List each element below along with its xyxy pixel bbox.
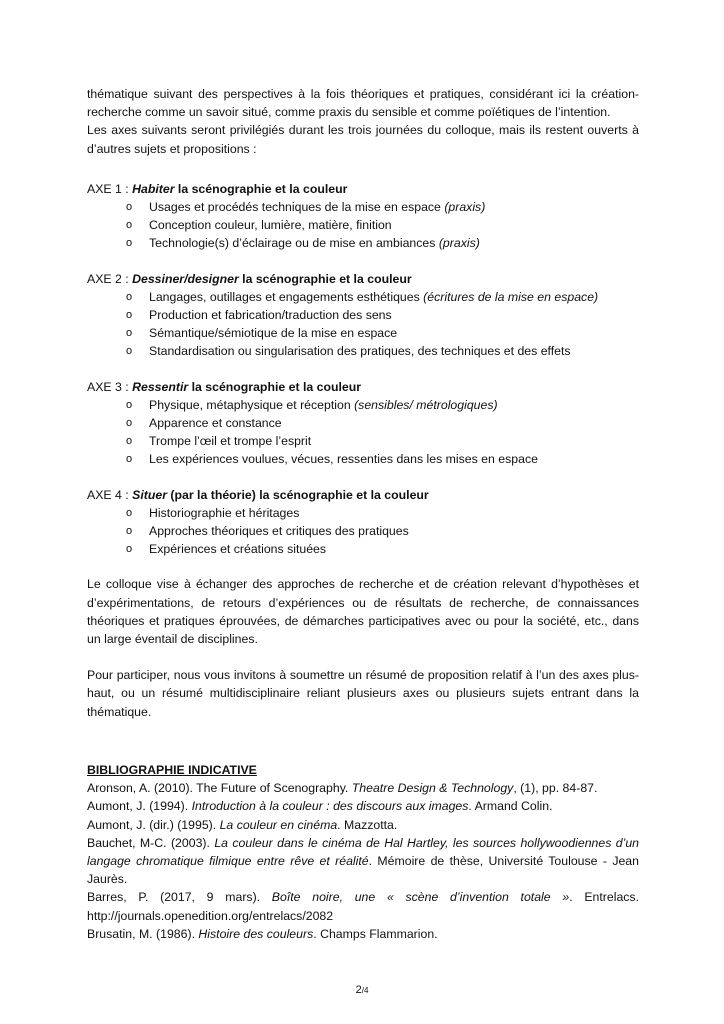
- bullet-icon: o: [126, 525, 133, 538]
- paragraph-participer: Pour participer, nous vous invitons à soumettre un résumé de proposition relatif à l’un des axes plus-haut, ou un résumé multidisciplinaire reliant plusieurs axes ou plusieurs sujets entrant dans la thématique.: [87, 668, 639, 719]
- axe-heading: [87, 270, 639, 288]
- bullet-icon: o: [126, 201, 133, 214]
- bullet-icon: o: [126, 543, 133, 556]
- axe-item: [126, 432, 639, 450]
- axe-item-text: Technologie(s) d’éclairage ou de mise en ambiances: [149, 236, 439, 251]
- ref-authors-date: Bauchet, M-C. (2003).: [87, 835, 215, 850]
- axe-item: [126, 342, 639, 360]
- axe-item: [126, 396, 639, 414]
- bibliography-entry: [87, 925, 639, 943]
- axe-title-rest: la scénographie et la couleur: [188, 379, 362, 394]
- bullet-icon: o: [126, 309, 133, 322]
- axe-item-text: Physique, métaphysique et réception: [149, 397, 355, 412]
- axe-heading: [87, 486, 639, 504]
- axe-item-text: Expériences et créations situées: [149, 542, 327, 557]
- axe-items: [87, 288, 639, 361]
- bullet-icon: o: [126, 435, 133, 448]
- bullet-icon: o: [126, 417, 133, 430]
- axe-keyword: [132, 380, 188, 394]
- ref-title: La couleur en cinéma: [219, 817, 338, 832]
- axe-block: [87, 270, 639, 361]
- bullet-icon: o: [126, 219, 133, 232]
- ref-authors-date: Barres, P. (2017, 9 mars).: [87, 890, 272, 905]
- axe-item: [126, 522, 639, 540]
- ref-authors-date: Aumont, J. (dir.) (1995).: [87, 817, 220, 832]
- axe-title-rest: la scénographie et la couleur: [238, 271, 412, 286]
- axe-item-text: Conception couleur, lumière, matière, finition: [149, 218, 392, 233]
- axe-prefix: AXE 3 :: [87, 379, 133, 394]
- page-number-current: 2: [355, 984, 362, 996]
- axe-item-text: Approches théoriques et critiques des pratiques: [149, 524, 409, 539]
- axes-list: [87, 180, 639, 559]
- axe-item: [126, 324, 639, 342]
- page-number-total: /4: [361, 986, 369, 995]
- ref-publisher: . Armand Colin.: [468, 799, 553, 814]
- axe-keyword: [132, 488, 167, 502]
- axe-item-text: Les expériences voulues, vécues, ressenties dans les mises en espace: [149, 452, 538, 467]
- ref-publisher: . Entrelacs. http://journals.openedition.org/entrelacs/2082: [87, 890, 639, 923]
- axe-item: [126, 216, 639, 234]
- axe-item: [126, 450, 639, 468]
- axe-item-text: Production et fabrication/traduction des sens: [149, 308, 392, 323]
- axe-title-rest: la scénographie et la couleur: [174, 181, 348, 196]
- intro-paragraph-2: Les axes suivants seront privilégiés durant les trois journées du colloque, mais ils restent ouverts à d’autres sujets et propositions :: [87, 123, 639, 156]
- axe-keyword-text: Situer: [132, 487, 167, 502]
- ref-title: Theatre Design & Technology: [351, 781, 514, 796]
- axe-item: [126, 540, 639, 558]
- axe-item: [126, 288, 639, 306]
- bibliography-entry: [87, 779, 639, 797]
- ref-publisher: . Mazzotta.: [337, 817, 398, 832]
- axe-item-text: Usages et procédés techniques de la mise en espace: [149, 200, 445, 215]
- axe-prefix: AXE 2 :: [87, 271, 133, 286]
- axe-items: [87, 504, 639, 559]
- axe-item-text: Sémantique/sémiotique de la mise en espace: [149, 326, 398, 341]
- ref-publisher: . Champs Flammarion.: [313, 926, 438, 941]
- bullet-icon: o: [126, 345, 133, 358]
- ref-title: Boîte noire, une « scène d’invention totale »: [271, 890, 570, 905]
- intro-paragraph-1: thématique suivant des perspectives à la fois théoriques et pratiques, considérant ici la création-recherche comme un savoir situé, comme praxis du sensible et comme poïétiques de l’intention.: [87, 87, 639, 120]
- axe-heading: [87, 378, 639, 396]
- axe-item-text: Langages, outillages et engagements esthétiques: [149, 289, 424, 304]
- axe-block: [87, 378, 639, 469]
- bullet-icon: o: [126, 290, 133, 303]
- bullet-icon: o: [126, 237, 133, 250]
- bibliography-entry: [87, 834, 639, 889]
- ref-title: Histoire des couleurs: [198, 926, 314, 941]
- bibliography-entry: [87, 888, 639, 924]
- axe-keyword: [132, 182, 174, 196]
- bullet-icon: o: [126, 327, 133, 340]
- ref-publisher: , (1), pp. 84-87.: [513, 781, 598, 796]
- axe-item-italic: (sensibles/ métrologiques): [354, 397, 498, 412]
- axe-keyword-text: Habiter: [132, 181, 175, 196]
- axe-item-text: Apparence et constance: [149, 416, 282, 431]
- document-page: [87, 85, 639, 943]
- axe-item-italic: (praxis): [438, 236, 480, 251]
- axe-item: [126, 198, 639, 216]
- axe-items: [87, 396, 639, 469]
- axe-heading: [87, 180, 639, 198]
- bibliography-entry: [87, 816, 639, 834]
- bibliography-title: BIBLIOGRAPHIE INDICATIVE: [87, 762, 257, 777]
- axe-keyword: [132, 272, 239, 286]
- page-number: [0, 983, 724, 998]
- axe-item: [126, 234, 639, 252]
- bibliography-list: [87, 779, 639, 943]
- axe-block: [87, 180, 639, 253]
- axe-item-text: Trompe l’œil et trompe l’esprit: [149, 434, 312, 449]
- axe-title-rest: (par la théorie) la scénographie et la couleur: [166, 487, 429, 502]
- axe-item: [126, 414, 639, 432]
- ref-authors-date: Aronson, A. (2010). The Future of Scenography.: [87, 781, 352, 796]
- ref-publisher: . Mémoire de thèse, Université Toulouse - Jean Jaurès.: [87, 853, 639, 887]
- axe-item-text: Standardisation ou singularisation des pratiques, des techniques et des effets: [149, 344, 571, 359]
- axe-keyword-text: Ressentir: [132, 379, 189, 394]
- bibliography-section: [87, 761, 639, 943]
- axe-item-italic: (écritures de la mise en espace): [423, 289, 599, 304]
- axe-prefix: AXE 1 :: [87, 181, 133, 196]
- axe-item-italic: (praxis): [444, 200, 486, 215]
- axe-block: [87, 486, 639, 559]
- axe-item: [126, 504, 639, 522]
- bibliography-entry: [87, 797, 639, 815]
- axe-item-text: Historiographie et héritages: [149, 505, 300, 520]
- ref-authors-date: Aumont, J. (1994).: [87, 799, 192, 814]
- bullet-icon: o: [126, 506, 133, 519]
- paragraph-colloque: Le colloque vise à échanger des approches de recherche et de création relevant d’hypothèses et d’expérimentations, de retours d’expériences ou de résultats de recherche, de connaissances théoriques et pratiques éprouvées, de démarches participatives avec ou pour la société, etc., dans un large éventail de disciplines.: [87, 577, 639, 647]
- bullet-icon: o: [126, 453, 133, 466]
- axe-prefix: AXE 4 :: [87, 487, 133, 502]
- axe-keyword-text: Dessiner/designer: [132, 271, 239, 286]
- intro-section: [87, 85, 639, 158]
- ref-authors-date: Brusatin, M. (1986).: [87, 926, 199, 941]
- ref-title: Introduction à la couleur : des discours aux images: [191, 799, 469, 814]
- axe-item: [126, 306, 639, 324]
- bullet-icon: o: [126, 398, 133, 411]
- ref-title: La couleur dans le cinéma de Hal Hartley, les sources hollywoodiennes d’un langage chromatique filmique entre rêve et réalité: [87, 835, 640, 868]
- axe-items: [87, 198, 639, 253]
